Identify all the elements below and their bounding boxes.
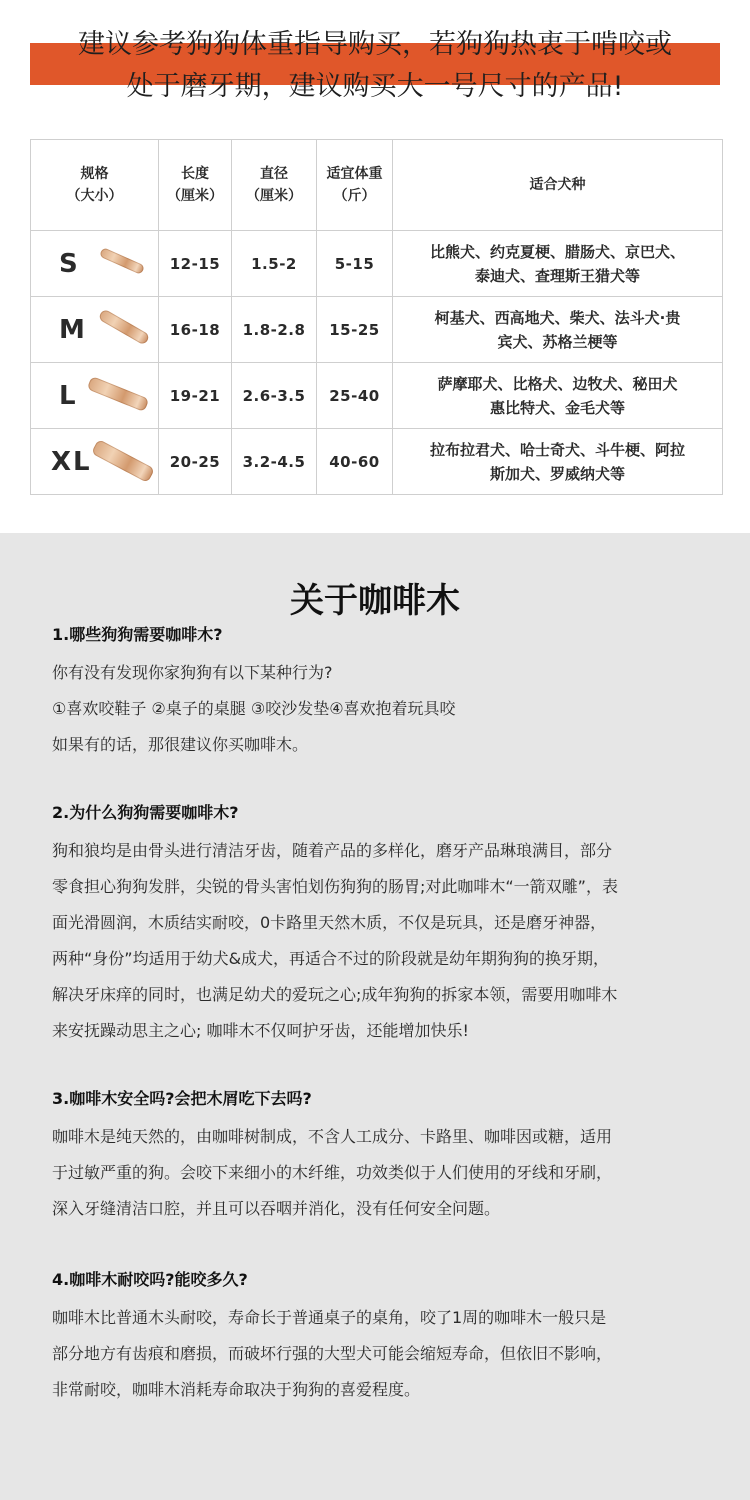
header-text: 适合犬种	[529, 177, 586, 193]
size-cell	[31, 231, 159, 297]
size-chart-table	[30, 139, 723, 495]
weight-cell: 5-15	[317, 231, 393, 297]
diameter-cell: 3.2-4.5	[232, 429, 317, 495]
weight-cell: 40-60	[317, 429, 393, 495]
length-cell: 20-25	[159, 429, 232, 495]
size-label: S	[59, 248, 80, 279]
advice-line-1: 建议参考狗狗体重指导购买，若狗狗热衷于啃咬或	[78, 29, 672, 60]
header-size	[31, 140, 159, 231]
answer-line: 咖啡木是纯天然的，由咖啡树制成，不含人工成分、卡路里、咖啡因或糖，适用	[52, 1127, 613, 1146]
faq-item-1	[52, 625, 702, 763]
answer-line: ①喜欢咬鞋子 ②桌子的桌腿 ③咬沙发垫④喜欢抱着玩具咬	[52, 699, 456, 718]
faq-question: 1.哪些狗狗需要咖啡木?	[52, 625, 223, 644]
answer-line: 零食担心狗狗发胖，尖锐的骨头害怕划伤狗狗的肠胃;对此咖啡木“一箭双雕”，表	[52, 877, 618, 896]
weight-cell: 15-25	[317, 297, 393, 363]
faq-answer	[52, 1119, 702, 1227]
faq-question: 4.咖啡木耐咬吗?能咬多久?	[52, 1270, 248, 1289]
size-label: L	[59, 380, 78, 411]
size-advice-banner	[0, 0, 750, 120]
weight-cell: 25-40	[317, 363, 393, 429]
answer-line: 非常耐咬，咖啡木消耗寿命取决于狗狗的喜爱程度。	[52, 1380, 421, 1399]
size-label: XL	[51, 446, 92, 477]
breeds-cell	[393, 363, 723, 429]
breeds-cell	[393, 297, 723, 363]
length-cell: 19-21	[159, 363, 232, 429]
faq-answer	[52, 655, 702, 763]
header-diameter	[232, 140, 317, 231]
header-text: （大小）	[66, 188, 123, 204]
answer-line: 来安抚躁动思主之心; 咖啡木不仅呵护牙齿，还能增加快乐!	[52, 1021, 469, 1040]
answer-line: 狗和狼均是由骨头进行清洁牙齿，随着产品的多样化，磨牙产品琳琅满目，部分	[52, 841, 613, 860]
size-cell	[31, 429, 159, 495]
faq-question: 2.为什么狗狗需要咖啡木?	[52, 803, 239, 822]
advice-line-2: 处于磨牙期，建议购买大一号尺寸的产品!	[126, 71, 624, 102]
faq-answer	[52, 1300, 702, 1408]
faq-question: 3.咖啡木安全吗?会把木屑吃下去吗?	[52, 1089, 312, 1108]
answer-line: 如果有的话，那很建议你买咖啡木。	[52, 735, 309, 754]
answer-line: 面光滑圆润，木质结实耐咬，0卡路里天然木质，不仅是玩具，还是磨牙神器，	[52, 913, 607, 932]
header-length	[159, 140, 232, 231]
diameter-cell: 1.8-2.8	[232, 297, 317, 363]
table-row	[31, 231, 723, 297]
size-cell	[31, 363, 159, 429]
table-row	[31, 363, 723, 429]
breeds-line: 斯加犬、罗威纳犬等	[489, 464, 625, 483]
table-row	[31, 297, 723, 363]
diameter-cell: 2.6-3.5	[232, 363, 317, 429]
size-cell	[31, 297, 159, 363]
answer-line: 于过敏严重的狗。会咬下来细小的木纤维，功效类似于人们使用的牙线和牙刷，	[52, 1163, 613, 1182]
coffee-wood-stick-image	[98, 308, 151, 345]
table-header-row	[31, 140, 723, 231]
breeds-line: 泰迪犬、查理斯王猎犬等	[474, 266, 640, 285]
length-cell: 12-15	[159, 231, 232, 297]
coffee-wood-stick-image	[99, 247, 145, 275]
header-text: 适宜体重	[326, 166, 383, 182]
faq-item-3	[52, 1089, 702, 1227]
breeds-line: 柯基犬、西高地犬、柴犬、法斗犬·贵	[434, 308, 681, 327]
size-label: M	[59, 314, 87, 345]
coffee-wood-info-section	[0, 533, 750, 1500]
table-row	[31, 429, 723, 495]
breeds-line: 拉布拉君犬、哈士奇犬、斗牛梗、阿拉	[429, 440, 685, 459]
answer-line: 解决牙床痒的同时，也满足幼犬的爱玩之心;成年狗狗的拆家本领，需要用咖啡木	[52, 985, 618, 1004]
header-text: （厘米）	[167, 188, 223, 204]
header-text: （斤）	[333, 188, 376, 204]
breeds-cell	[393, 429, 723, 495]
answer-line: 你有没有发现你家狗狗有以下某种行为?	[52, 663, 333, 682]
header-text: 长度	[181, 166, 209, 182]
faq-item-4	[52, 1270, 702, 1408]
breeds-line: 比熊犬、约克夏梗、腊肠犬、京巴犬、	[429, 242, 685, 261]
coffee-wood-stick-image	[91, 439, 155, 483]
answer-line: 深入牙缝清洁口腔，并且可以吞咽并消化，没有任何安全问题。	[52, 1199, 501, 1218]
breeds-line: 宾犬、苏格兰梗等	[497, 332, 618, 351]
answer-line: 咖啡木比普通木头耐咬，寿命长于普通桌子的桌角，咬了1周的咖啡木一般只是	[52, 1308, 607, 1327]
header-text: （厘米）	[246, 188, 302, 204]
header-text: 直径	[260, 166, 288, 182]
header-text: 规格	[80, 166, 109, 182]
breeds-line: 萨摩耶犬、比格犬、边牧犬、秘田犬	[437, 374, 678, 393]
faq-item-2	[52, 803, 702, 1049]
diameter-cell: 1.5-2	[232, 231, 317, 297]
faq-answer	[52, 833, 702, 1049]
coffee-wood-stick-image	[87, 376, 150, 412]
length-cell: 16-18	[159, 297, 232, 363]
breeds-cell	[393, 231, 723, 297]
answer-line: 部分地方有齿痕和磨损，而破坏行强的大型犬可能会缩短寿命，但依旧不影响，	[52, 1344, 613, 1363]
answer-line: 两种“身份”均适用于幼犬&成犬，再适合不过的阶段就是幼年期狗狗的换牙期，	[52, 949, 610, 968]
section-title: 关于咖啡木	[290, 581, 460, 621]
header-breeds	[393, 140, 723, 231]
header-weight	[317, 140, 393, 231]
breeds-line: 惠比特犬、金毛犬等	[489, 398, 625, 417]
